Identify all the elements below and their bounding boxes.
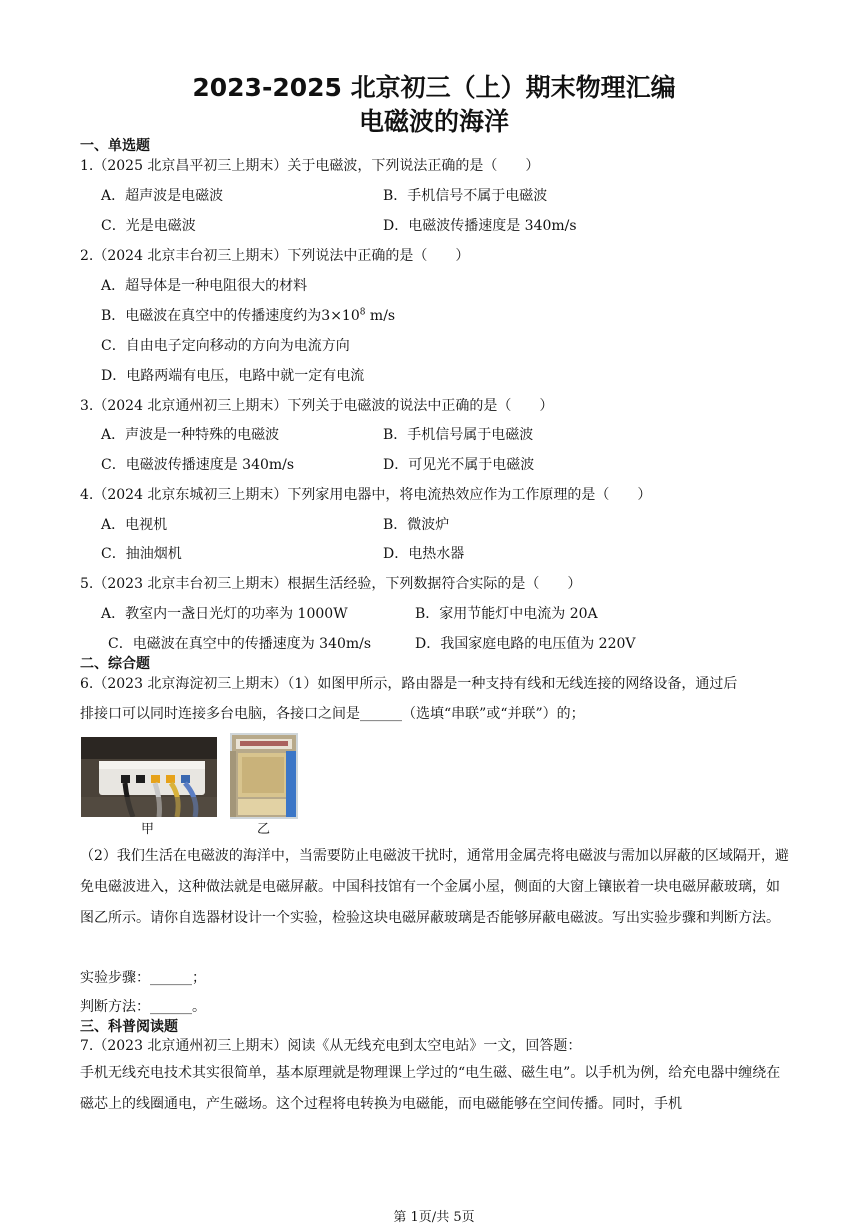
question-2-option-b-text: B．电磁波在真空中的传播速度约为 <box>101 308 322 324</box>
question-6-stem-line-2: 排接口可以同时连接多台电脑，各接口之间是______（选填“串联”或“并联”）的； <box>80 706 585 722</box>
question-2-option-b <box>101 305 395 325</box>
question-3-stem: 3.（2024 北京通州初三上期末）下列关于电磁波的说法中正确的是（ ） <box>80 398 554 414</box>
question-2-option-c: C．自由电子定向移动的方向为电流方向 <box>101 338 350 354</box>
question-3-option-c: C．电磁波传播速度是 340m/s <box>101 457 295 473</box>
question-7-stem: 7.（2023 北京通州初三上期末）阅读《从无线充电到太空电站》一文，回答题： <box>80 1038 582 1054</box>
question-1-option-c: C．光是电磁波 <box>101 218 196 234</box>
question-4-stem: 4.（2024 北京东城初三上期末）下列家用电器中，将电流热效应作为工作原理的是（ ） <box>80 487 652 503</box>
section-heading-comprehensive: 二、综合题 <box>80 656 150 672</box>
page-title: 2023-2025 北京初三（上）期末物理汇编 <box>192 73 676 102</box>
question-7-paragraph-1: 手机无线充电技术其实很简单，基本原理就是物理课上学过的“电生磁、磁生电”。以手机为例，给充电器中缠绕在磁芯上的线圈通电，产生磁场。这个过程将电转换为电磁能，而电磁能够在空间传播。同时，手机 <box>80 1065 781 1112</box>
question-5-option-a: A．教室内一盏日光灯的功率为 1000W <box>101 606 348 622</box>
question-6-judgement-method: 判断方法：______。 <box>80 999 206 1015</box>
question-1-option-b: B．手机信号不属于电磁波 <box>383 188 548 204</box>
question-5-option-d: D．我国家庭电路的电压值为 220V <box>415 636 636 652</box>
question-5-option-b: B．家用节能灯中电流为 20A <box>415 606 598 622</box>
question-5-option-c: C．电磁波在真空中的传播速度为 340m/s <box>108 636 372 652</box>
question-4-option-d: D．电热水器 <box>383 546 465 562</box>
question-3-option-b: B．手机信号属于电磁波 <box>383 427 534 443</box>
question-1-option-d: D．电磁波传播速度是 340m/s <box>383 218 577 234</box>
page-subtitle: 电磁波的海洋 <box>358 107 509 136</box>
question-2-option-d: D．电路两端有电压，电路中就一定有电流 <box>101 368 365 384</box>
section-heading-single-choice: 一、单选题 <box>80 138 150 154</box>
figure-caption-b: 乙 <box>257 822 271 837</box>
question-6-part-2: （2）我们生活在电磁波的海洋中，当需要防止电磁波干扰时，通常用金属壳将电磁波与需加以屏蔽的区域隔开，避免电磁波进入，这种做法就是电磁屏蔽。中国科技馆有一个金属小屋，侧面的大窗上镶嵌着一块电磁屏蔽玻璃，如图乙所示。请你自选器材设计一个实验，检验这块电磁屏蔽玻璃是否能够屏蔽电磁波。写出实验步骤和判断方法。 <box>80 848 789 926</box>
page-footer: 第 1页/共 5页 <box>393 1210 475 1225</box>
question-3-option-a: A．声波是一种特殊的电磁波 <box>101 427 280 443</box>
question-3-option-d: D．可见光不属于电磁波 <box>383 457 535 473</box>
shielding-room-photo <box>230 733 298 819</box>
question-6-experiment-steps: 实验步骤：______； <box>80 970 206 986</box>
question-1-option-a: A．超声波是电磁波 <box>101 188 224 204</box>
speed-exponent: 8 <box>359 307 366 318</box>
question-2-stem: 2.（2024 北京丰台初三上期末）下列说法中正确的是（ ） <box>80 248 470 264</box>
question-2-option-a: A．超导体是一种电阻很大的材料 <box>101 278 308 294</box>
speed-unit: m/s <box>365 308 396 324</box>
question-6-stem-line-1: 6.（2023 北京海淀初三上期末）（1）如图甲所示，路由器是一种支持有线和无线连接的网络设备，通过后 <box>80 676 738 692</box>
speed-base: 3×10 <box>321 308 360 324</box>
figure-caption-a: 甲 <box>141 822 155 837</box>
question-4-option-c: C．抽油烟机 <box>101 546 182 562</box>
section-heading-science-reading: 三、科普阅读题 <box>80 1019 178 1035</box>
router-photo <box>81 737 217 817</box>
question-4-option-a: A．电视机 <box>101 517 168 533</box>
question-1-stem: 1.（2025 北京昌平初三上期末）关于电磁波，下列说法正确的是（ ） <box>80 158 540 174</box>
question-4-option-b: B．微波炉 <box>383 517 450 533</box>
question-5-stem: 5.（2023 北京丰台初三上期末）根据生活经验，下列数据符合实际的是（ ） <box>80 576 582 592</box>
